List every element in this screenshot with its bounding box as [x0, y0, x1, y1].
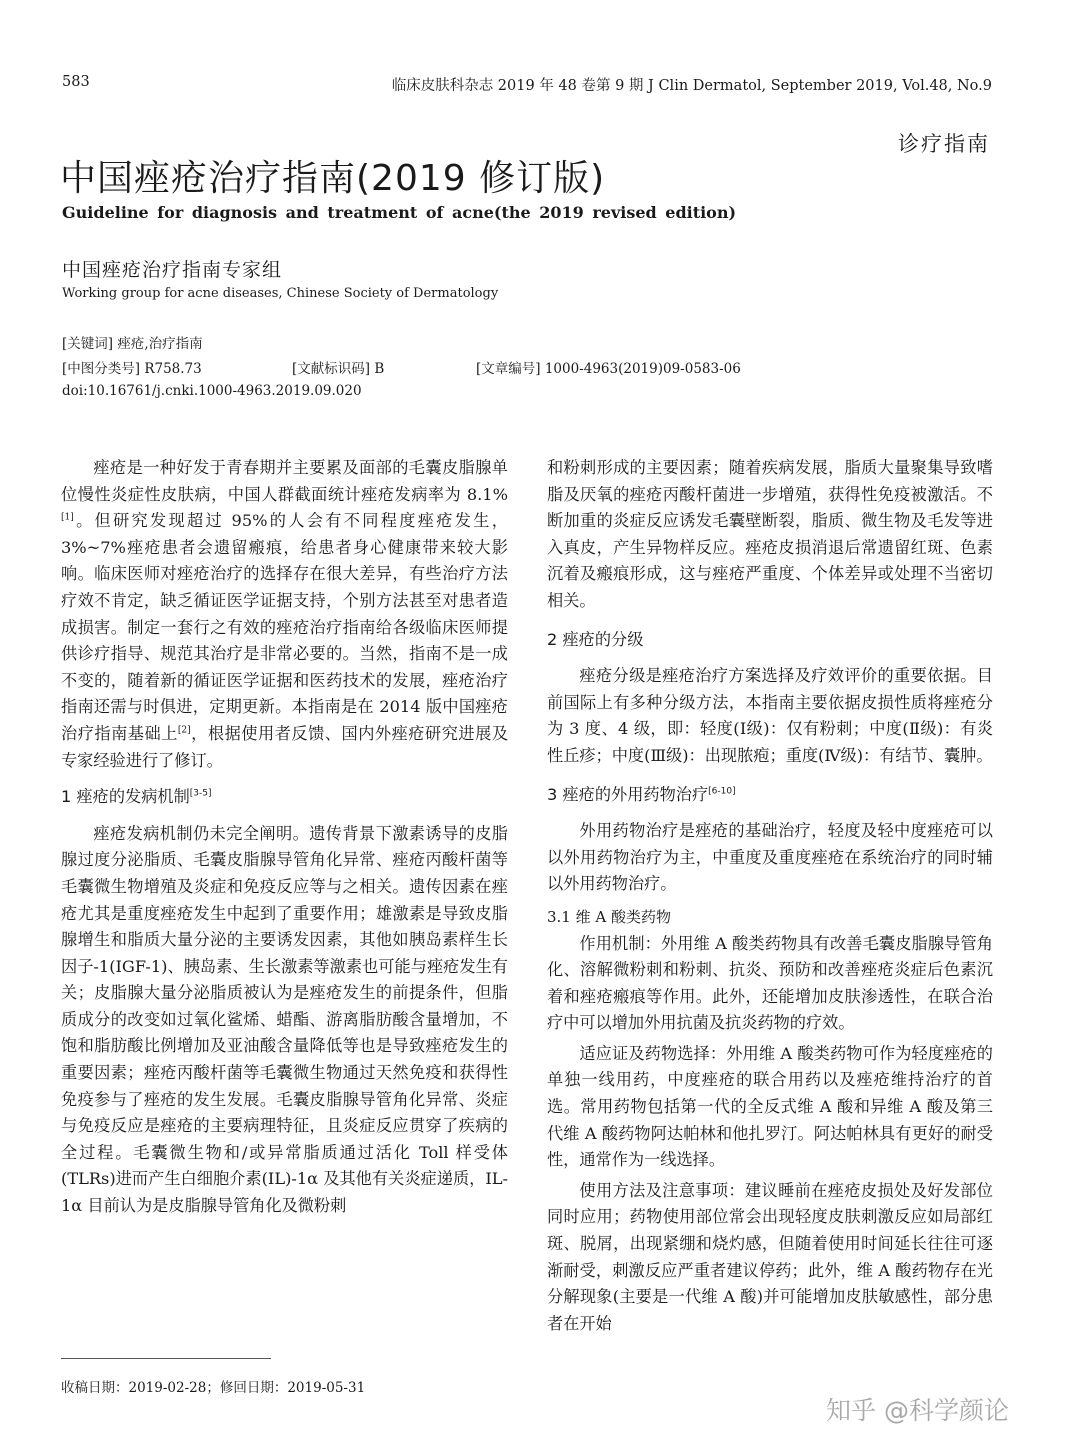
ref-1[interactable]: [1]: [61, 512, 74, 523]
keywords: [关键词] 痤疮,治疗指南: [62, 336, 203, 352]
section-3-heading: [547, 782, 993, 809]
section-1-paragraph-cont: 和粉刺形成的主要因素；随着疾病发展，脂质大量聚集导致嗜脂及厌氧的痤疮丙酸杆菌进一步增殖，获得性免疫被激活。不断加重的炎症反应诱发毛囊壁断裂，脂质、微生物及毛发等进入真皮，产生异物样反应。痤疮皮损消退后常遗留红斑、色素沉着及瘢痕形成，这与痤疮严重度、个体差异或处理不当密切相关。: [547, 458, 993, 610]
footnote-divider: [61, 1358, 271, 1359]
right-column: [547, 455, 993, 1337]
class-number: [中图分类号] R758.73: [62, 361, 202, 377]
section-2-heading: 2 痤疮的分级: [547, 629, 644, 649]
column-tag: 诊疗指南: [898, 132, 990, 156]
section-3-title: 3 痤疮的外用药物治疗: [547, 784, 709, 804]
doc-code: [文献标识码] B: [292, 361, 385, 377]
title-zh: 中国痤疮治疗指南(2019 修订版): [60, 158, 606, 199]
section-1-title: 1 痤疮的发病机制: [61, 787, 190, 807]
article-number: [文章编号] 1000-4963(2019)09-0583-06: [476, 361, 741, 377]
intro-text-a: 痤疮是一种好发于青春期并主要累及面部的毛囊皮脂腺单位慢性炎症性皮肤病，中国人群截面统计痤疮发病率为 8.1%: [61, 458, 508, 504]
intro-text-c: ，根据使用者反馈、国内外痤疮研究进展及专家经验进行了修订。: [61, 723, 509, 770]
author-zh: 中国痤疮治疗指南专家组: [62, 259, 283, 281]
ref-6-10[interactable]: [6-10]: [708, 786, 736, 797]
journal-info: 临床皮肤科杂志 2019 年 48 卷第 9 期 J Clin Dermatol, September 2019, Vol.48, No.9: [391, 78, 992, 94]
section-3-paragraph: 外用药物治疗是痤疮的基础治疗，轻度及轻中度痤疮可以以外用药物治疗为主，中重度及重度痤疮在系统治疗的同时辅以外用药物治疗。: [547, 821, 993, 894]
running-head: [62, 74, 992, 96]
section-1-heading: [61, 784, 508, 811]
watermark: 知乎 @科学颜论: [826, 1396, 1009, 1425]
usage-paragraph: 使用方法及注意事项：建议睡前在痤疮皮损处及好发部位同时应用；药物使用部位常会出现轻度皮肤刺激反应如局部红斑、脱屑，出现紧绷和烧灼感，但随着使用时间延长往往可逐渐耐受，刺激反应严重者建议停药；此外，维 A 酸药物存在光分解现象(主要是一代维 A 酸)并可能增加皮肤敏感性，部分患者在开始: [547, 1180, 993, 1333]
intro-paragraph: [61, 455, 508, 774]
title-en: Guideline for diagnosis and treatment of acne(the 2019 revised edition): [62, 203, 737, 222]
author-en: Working group for acne diseases, Chinese Society of Dermatology: [62, 286, 499, 301]
section-1-paragraph: 痤疮发病机制仍未完全阐明。遗传背景下激素诱导的皮脂腺过度分泌脂质、毛囊皮脂腺导管角化异常、痤疮丙酸杆菌等毛囊微生物增殖及炎症和免疫反应等与之相关。遗传因素在痤疮尤其是重度痤疮发生中起到了重要作用；雄激素是导致皮脂腺增生和脂质大量分泌的主要诱发因素，其他如胰岛素样生长因子-1(IGF-1)、胰岛素、生长激素等激素也可能与痤疮发生有关；皮脂腺大量分泌脂质被认为是痤疮发生的前提条件，但脂质成分的改变如过氧化鲨烯、蜡酯、游离脂肪酸含量增加，不饱和脂肪酸比例增加及亚油酸含量降低等也是导致痤疮发生的重要因素；痤疮丙酸杆菌等毛囊微生物通过天然免疫和获得性免疫参与了痤疮的发生发展。毛囊皮脂腺导管角化异常、炎症与免疫反应是痤疮的主要病理特征，且炎症反应贯穿了疾病的全过程。毛囊微生物和/或异常脂质通过活化 Toll 样受体(TLRs)进而产生白细胞介素(IL)-1α 及其他有关炎症递质，IL-1α 目前认为是皮脂腺导管角化及微粉刺: [61, 823, 508, 1216]
left-column: [61, 455, 508, 1220]
indications-paragraph: 适应证及药物选择：外用维 A 酸类药物可作为轻度痤疮的单独一线用药，中度痤疮的联合用药以及痤疮维持治疗的首选。常用药物包括第一代的全反式维 A 酸和异维 A 酸及第三代维 A 酸药物阿达帕林和他扎罗汀。阿达帕林具有更好的耐受性，通常作为一线选择。: [547, 1043, 993, 1170]
subsection-3-1-heading: 3.1 维 A 酸类药物: [547, 907, 671, 926]
received-dates: 收稿日期：2019-02-28；修回日期：2019-05-31: [61, 1380, 366, 1396]
doi: doi:10.16761/j.cnki.1000-4963.2019.09.020: [62, 383, 362, 399]
ref-2[interactable]: [2]: [177, 725, 191, 736]
classification-row: [62, 357, 822, 377]
intro-text-b: 。但研究发现超过 95%的人会有不同程度痤疮发生，3%~7%痤疮患者会遗留瘢痕，给患者身心健康带来较大影响。临床医师对痤疮治疗的选择存在很大差异，有些治疗方法疗效不肯定，缺乏循证医学证据支持，个别方法甚至对患者造成损害。制定一套行之有效的痤疮治疗指南给各级临床医师提供诊疗指导、规范其治疗是非常必要的。当然，指南不是一成不变的，随着新的循证医学证据和医药技术的发展，痤疮治疗指南还需与时俱进，定期更新。本指南是在 2014 版中国痤疮治疗指南基础上: [61, 511, 508, 743]
section-2-paragraph: 痤疮分级是痤疮治疗方案选择及疗效评价的重要依据。目前国际上有多种分级方法，本指南主要依据皮损性质将痤疮分为 3 度、4 级，即：轻度(Ⅰ级)：仅有粉刺；中度(Ⅱ级)：有炎性丘疹；中度(Ⅲ级)：出现脓疱；重度(Ⅳ级)：有结节、囊肿。: [547, 666, 993, 765]
ref-3-5[interactable]: [3-5]: [189, 788, 212, 799]
mechanism-paragraph: 作用机制：外用维 A 酸类药物具有改善毛囊皮脂腺导管角化、溶解微粉刺和粉刺、抗炎、预防和改善痤疮炎症后色素沉着和痤疮瘢痕等作用。此外，还能增加皮肤渗透性，在联合治疗中可以增加外用抗菌及抗炎药物的疗效。: [547, 933, 993, 1033]
page-number: 583: [62, 74, 90, 90]
